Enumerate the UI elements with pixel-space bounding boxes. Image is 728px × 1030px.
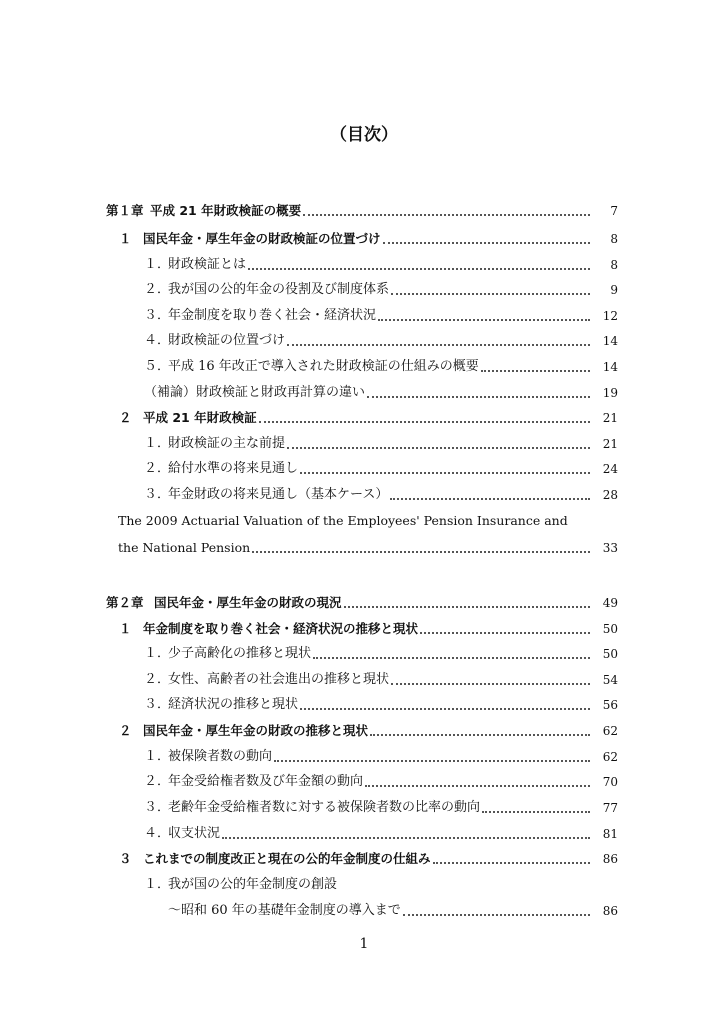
leader-dots	[248, 268, 590, 270]
section-number: ２	[119, 410, 132, 425]
item-title: 財政検証の主な前提	[168, 436, 286, 451]
item-title: 女性、高齢者の社会進出の推移と現状	[168, 672, 390, 687]
page-number: 9	[610, 283, 618, 297]
leader-dots	[287, 447, 590, 449]
toc-item[interactable]	[144, 431, 618, 453]
leader-dots	[391, 293, 590, 295]
section-number: ３	[119, 851, 132, 866]
page-number: 19	[602, 386, 618, 400]
section-title: 年金制度を取り巻く社会・経済状況の推移と現状	[143, 621, 419, 636]
leader-dots	[482, 811, 590, 813]
item-title: 年金受給権者数及び年金額の動向	[168, 774, 364, 789]
section-number: １	[119, 621, 132, 636]
chapter-number: 第１章	[106, 203, 144, 218]
toc-item[interactable]	[144, 456, 618, 478]
toc-section[interactable]	[119, 718, 618, 740]
item-title: 老齢年金受給権者数に対する被保険者数の比率の動向	[168, 800, 481, 815]
leader-dots	[403, 914, 590, 916]
leader-dots	[222, 837, 590, 839]
page-number: 50	[602, 622, 618, 636]
item-number: ２．	[144, 282, 171, 297]
leader-dots	[367, 396, 590, 398]
toc-english-title-line1[interactable]	[118, 508, 618, 530]
item-title: 財政検証の位置づけ	[168, 333, 286, 348]
item-number: １．	[144, 749, 171, 764]
section-number: ２	[119, 723, 132, 738]
toc-item[interactable]	[144, 667, 618, 689]
leader-dots	[390, 498, 590, 500]
toc-chapter-1[interactable]	[106, 198, 618, 220]
item-number: ４．	[144, 826, 171, 841]
page-title: （目次）	[330, 125, 398, 145]
leader-dots	[370, 734, 590, 736]
english-title-line1: The 2009 Actuarial Valuation of the Employees' Pension Insurance and	[118, 513, 568, 528]
leader-dots	[300, 472, 590, 474]
leader-dots	[274, 760, 590, 762]
toc-item[interactable]	[144, 872, 618, 894]
item-number: ４．	[144, 333, 171, 348]
page-number: 28	[602, 488, 618, 502]
item-number: ２．	[144, 774, 171, 789]
page-number: 86	[602, 852, 618, 866]
section-title: これまでの制度改正と現在の公的年金制度の仕組み	[143, 851, 431, 866]
leader-dots	[313, 657, 590, 659]
leader-dots	[287, 344, 590, 346]
page-number: 21	[602, 411, 618, 425]
toc-item[interactable]	[144, 252, 618, 274]
item-number: ２．	[144, 672, 171, 687]
toc-section[interactable]	[119, 405, 618, 427]
item-title: 年金財政の将来見通し（基本ケース）	[168, 487, 389, 502]
leader-dots	[259, 421, 590, 423]
page-number: 70	[602, 775, 618, 789]
leader-dots	[344, 606, 590, 608]
item-number: １．	[144, 257, 171, 272]
leader-dots	[378, 319, 590, 321]
section-number: １	[119, 231, 132, 246]
page-number: 8	[610, 232, 618, 246]
item-title: 我が国の公的年金制度の創設	[168, 877, 338, 892]
page-number: 62	[602, 750, 618, 764]
page-number: 8	[610, 258, 618, 272]
page-number: 77	[602, 801, 618, 815]
chapter-title: 国民年金・厚生年金の財政の現況	[154, 595, 342, 610]
item-title: 収支状況	[168, 826, 221, 841]
leader-dots	[303, 214, 590, 216]
toc-item[interactable]	[144, 277, 618, 299]
toc-english-title-line2[interactable]	[118, 535, 618, 557]
item-subtitle: ～昭和 60 年の基礎年金制度の導入まで	[168, 903, 401, 918]
toc-item[interactable]	[144, 821, 618, 843]
chapter-number: 第２章	[106, 595, 144, 610]
toc-section[interactable]	[119, 616, 618, 638]
leader-dots	[391, 683, 590, 685]
page-number: 14	[602, 360, 618, 374]
toc-item[interactable]	[144, 482, 618, 504]
leader-dots	[481, 370, 590, 372]
page-number: 14	[602, 334, 618, 348]
page-number: 50	[602, 647, 618, 661]
page-number: 24	[602, 462, 618, 476]
page-number: 81	[602, 827, 618, 841]
footer-page-number: 1	[359, 936, 369, 952]
toc-subtitle[interactable]	[168, 898, 618, 920]
page-number: 86	[602, 904, 618, 918]
page-number: 49	[602, 596, 618, 610]
english-title-line2: the National Pension	[118, 540, 251, 555]
section-title: 平成 21 年財政検証	[143, 410, 257, 425]
page-number: 56	[602, 698, 618, 712]
toc-item[interactable]	[144, 744, 618, 766]
toc-item[interactable]	[144, 328, 618, 350]
toc-supplement[interactable]	[144, 380, 618, 402]
item-number: １．	[144, 877, 171, 892]
leader-dots	[252, 551, 590, 553]
item-number: ３．	[144, 697, 171, 712]
page-number: 7	[610, 204, 618, 218]
leader-dots	[300, 708, 590, 710]
item-number: ５．	[144, 359, 171, 374]
section-title: 国民年金・厚生年金の財政検証の位置づけ	[143, 231, 381, 246]
item-title: 給付水準の将来見通し	[168, 461, 299, 476]
toc-item[interactable]	[144, 354, 618, 376]
toc-item[interactable]	[144, 692, 618, 714]
toc-item[interactable]	[144, 769, 618, 791]
toc-section[interactable]	[119, 226, 618, 248]
item-number: ３．	[144, 487, 171, 502]
item-number: １．	[144, 436, 171, 451]
leader-dots	[420, 632, 590, 634]
page-number: 33	[602, 541, 618, 555]
leader-dots	[383, 242, 590, 244]
toc-chapter-2[interactable]	[106, 590, 618, 612]
item-title: 被保険者数の動向	[168, 749, 273, 764]
page-number: 12	[602, 309, 618, 323]
item-number: ３．	[144, 308, 171, 323]
toc-item[interactable]	[144, 303, 618, 325]
toc-item[interactable]	[144, 641, 618, 663]
item-title: 財政検証とは	[168, 257, 247, 272]
item-number: ３．	[144, 800, 171, 815]
item-title: 我が国の公的年金の役割及び制度体系	[168, 282, 390, 297]
section-title: 国民年金・厚生年金の財政の推移と現状	[143, 723, 369, 738]
page-number: 21	[602, 437, 618, 451]
item-title: 少子高齢化の推移と現状	[168, 646, 312, 661]
toc-section[interactable]	[119, 846, 618, 868]
leader-dots	[365, 785, 590, 787]
toc-item[interactable]	[144, 795, 618, 817]
chapter-title: 平成 21 年財政検証の概要	[150, 203, 302, 218]
leader-dots	[433, 862, 590, 864]
item-title: 年金制度を取り巻く社会・経済状況	[168, 308, 377, 323]
page-number: 54	[602, 673, 618, 687]
page-number: 62	[602, 724, 618, 738]
supplement-title: （補論）財政検証と財政再計算の違い	[144, 385, 366, 400]
item-number: １．	[144, 646, 171, 661]
item-title: 経済状況の推移と現状	[168, 697, 299, 712]
item-title: 平成 16 年改正で導入された財政検証の仕組みの概要	[168, 359, 479, 374]
item-number: ２．	[144, 461, 171, 476]
